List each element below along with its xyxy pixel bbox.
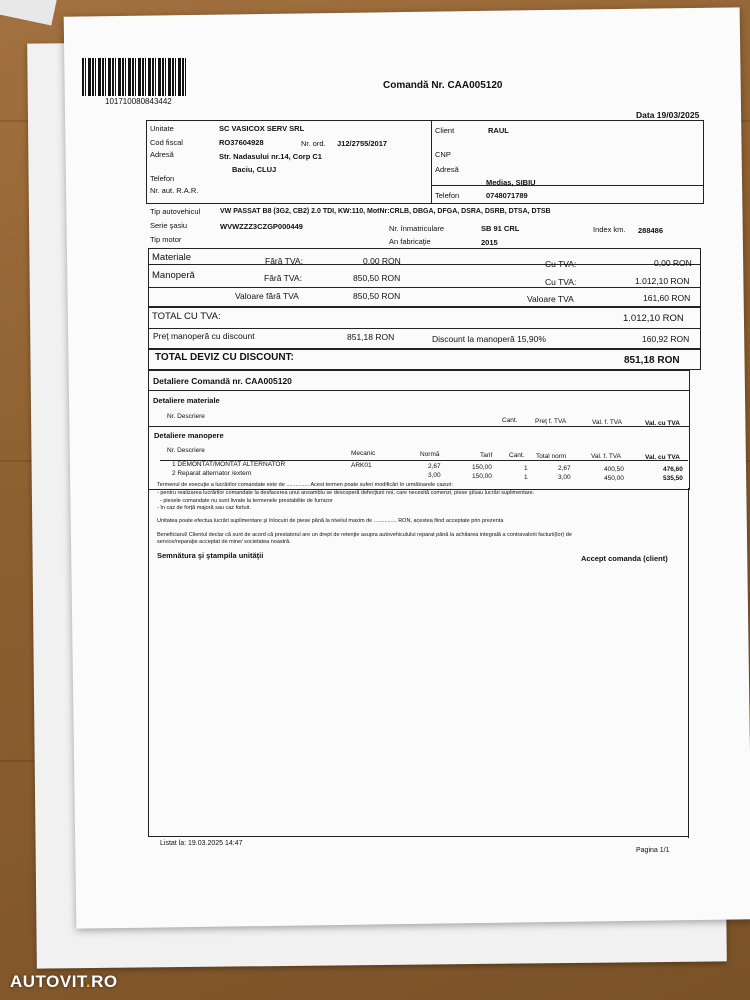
plate-value: SB 91 CRL [481, 224, 520, 233]
total-label: TOTAL CU TVA: [152, 311, 221, 322]
lab-col-vfara: Val. f. TVA [591, 453, 621, 460]
frame-line [688, 488, 689, 838]
lab-col-vcu: Val. cu TVA [645, 454, 680, 461]
materials-novat-label: Fără TVA: [265, 256, 303, 266]
value-novat-label: Valoare fără TVA [235, 291, 299, 301]
km-value: 288486 [638, 226, 664, 235]
divider [431, 120, 432, 203]
fiscal-value: RO37604928 [219, 138, 264, 147]
rar-label: Nr. aut. R.A.R. [150, 186, 199, 195]
terms-line: Termenul de execuţie a lucrărilor comandate este de ............... Acest termen poate suferi modificări în următoarele cazuri: [157, 482, 453, 488]
row-line [148, 287, 700, 288]
discount-price-label: Preţ manoperă cu discount [153, 331, 255, 341]
mat-col-price: Preţ f. TVA [535, 418, 567, 425]
watermark-dot: . [85, 972, 92, 991]
divider [431, 185, 703, 186]
year-value: 2015 [481, 238, 498, 247]
vin-value: WVWZZZ3CZGP000449 [220, 222, 303, 231]
barcode-number: 101710080843442 [105, 97, 172, 106]
labor-row-norma: 2,67 [428, 463, 441, 470]
unit-label: Unitate [150, 124, 174, 133]
plate-label: Nr. înmatriculare [389, 224, 445, 233]
value-vat-label: Valoare TVA [527, 294, 574, 304]
labor-row-total: 3,00 [558, 474, 571, 481]
row-line [148, 426, 689, 427]
year-label: An fabricaţie [389, 237, 431, 246]
lab-col-cant: Cant. [509, 452, 525, 459]
lab-col-desc: Nr. Descriere [167, 447, 205, 454]
watermark-text: RO [91, 972, 118, 991]
materials-label: Materiale [152, 252, 192, 263]
client-phone-value: 0748071789 [486, 191, 528, 200]
mat-col-val: Val. f. TVA [592, 419, 622, 426]
row-line [148, 306, 700, 308]
total-value: 1.012,10 RON [623, 313, 684, 324]
client-value: RAUL [488, 126, 509, 135]
terms-line: Unitatea poate efectua lucrări suplimentare şi înlocuiri de piese până la nivelul maxim de ............... RON, acestea fiind acceptate prin prezenta [157, 518, 504, 524]
vin-label: Serie şasiu [150, 221, 188, 230]
materials-detail-title: Detaliere materiale [153, 396, 220, 405]
signature-label: Semnătura şi ştampila unităţii [157, 551, 264, 560]
terms-line: - pentru realizarea lucrărilor comandate la desfacerea unui ansamblu se descoperă defecţiuni noi, care necesită comenzi, piese şi/sau lucrări suplimentare. [157, 490, 535, 496]
watermark-text: AUTOVIT [10, 972, 86, 991]
labor-row-vcu: 476,60 [663, 466, 683, 473]
client-address-label: Adresă [435, 165, 459, 174]
discount-label: Discount la manoperă 15,90% [432, 334, 546, 344]
mat-col-qty: Cant. [502, 417, 518, 424]
detail-title: Detaliere Comandă nr. CAA005120 [153, 376, 292, 386]
grand-total-value: 851,18 RON [624, 355, 680, 366]
vehicle-type-label: Tip autovehicul [150, 207, 201, 216]
row-line [148, 264, 700, 265]
terms-line: service/reparaţie acceptat de mine/ societatea noastră. [157, 539, 291, 545]
vehicle-type-value: VW PASSAT B8 (3G2, CB2) 2.0 TDI, KW:110, MotNr:CRLB, DBGA, DFGA, DSRA, DSRB, DTSA, DTSB [220, 208, 551, 215]
labor-vat-label: Cu TVA: [545, 277, 577, 287]
mat-col-desc: Nr. Descriere [167, 413, 205, 420]
labor-novat: 850,50 RON [353, 273, 401, 283]
terms-line: Beneficiarul/ Clientul declar că sunt de acord că prestatorul are un drept de retenţie asupra autovehiculului reparat până la achitarea integrală a contravalorii facturii(lor) de [157, 532, 572, 538]
listed-date: Listat la: 19.03.2025 14:47 [160, 840, 243, 847]
paper-corner [0, 0, 57, 25]
lab-col-total: Total norm [536, 453, 567, 460]
accept-label: Accept comanda (client) [581, 554, 668, 563]
labor-row-desc: 1 DEMONTAT/MONTAT ALTERNATOR [172, 461, 286, 468]
labor-row-tarif: 150,00 [472, 464, 492, 471]
fiscal-label: Cod fiscal [150, 138, 183, 147]
ord-label: Nr. ord. [301, 139, 326, 148]
frame-line [148, 488, 149, 836]
engine-label: Tip motor [150, 235, 182, 244]
labor-label: Manoperă [152, 270, 195, 281]
materials-vat: 0,00 RON [654, 258, 692, 268]
labor-detail-title: Detaliere manopere [154, 431, 224, 440]
frame-line [148, 836, 689, 837]
address-label: Adresă [150, 150, 174, 159]
value-vat: 161,60 RON [643, 293, 691, 303]
client-label: Client [435, 126, 455, 135]
labor-row-vfara: 450,00 [604, 475, 624, 482]
address-line1: Str. Nadasului nr.14, Corp C1 [219, 152, 322, 161]
autovit-watermark [10, 972, 118, 992]
labor-novat-label: Fără TVA: [264, 273, 302, 283]
row-line [148, 390, 689, 391]
lab-col-norma: Normă [420, 451, 440, 458]
terms-line: - în caz de forţă majoră sau caz fortuit. [157, 505, 251, 511]
labor-vat: 1.012,10 RON [635, 276, 690, 286]
row-line [148, 328, 700, 329]
materials-novat: 0,00 RON [363, 256, 401, 266]
labor-row-total: 2,67 [558, 465, 571, 472]
labor-row-cant: 1 [524, 465, 528, 472]
client-phone-label: Telefon [435, 191, 460, 200]
value-novat: 850,50 RON [353, 291, 401, 301]
barcode [82, 58, 188, 96]
phone-label: Telefon [150, 174, 175, 183]
ord-value: J12/2755/2017 [337, 139, 388, 148]
discount-price: 851,18 RON [347, 332, 395, 342]
materials-vat-label: Cu TVA: [545, 259, 577, 269]
labor-row-cant: 1 [524, 474, 528, 481]
labor-row-tarif: 150,00 [472, 473, 492, 480]
discount-value: 160,92 RON [642, 334, 690, 344]
row-line [148, 348, 700, 350]
labor-row-vcu: 535,50 [663, 475, 683, 482]
cnp-label: CNP [435, 150, 451, 159]
order-date: Data 19/03/2025 [636, 110, 700, 120]
order-title: Comandă Nr. CAA005120 [383, 80, 503, 91]
labor-row-vfara: 400,50 [604, 466, 624, 473]
address-line2: Baciu, CLUJ [232, 165, 277, 174]
labor-row-norma: 3,00 [428, 472, 441, 479]
lab-col-mec: Mecanic [351, 450, 376, 457]
mat-col-valvat: Val. cu TVA [645, 420, 680, 427]
terms-line: - piesele comandate nu sunt livrate la termenele prestabilite de furnizor [160, 498, 333, 504]
lab-col-tarif: Tarif [480, 452, 493, 459]
unit-value: SC VASICOX SERV SRL [219, 124, 305, 133]
labor-row-desc: 2 Reparat alternator /extern [172, 470, 252, 477]
page-number: Pagina 1/1 [636, 847, 670, 854]
client-address-value: Medias, SIBIU [486, 178, 536, 187]
grand-total-label: TOTAL DEVIZ CU DISCOUNT: [155, 352, 294, 363]
km-label: Index km. [593, 225, 626, 234]
labor-row-mec: ARK01 [351, 462, 372, 469]
